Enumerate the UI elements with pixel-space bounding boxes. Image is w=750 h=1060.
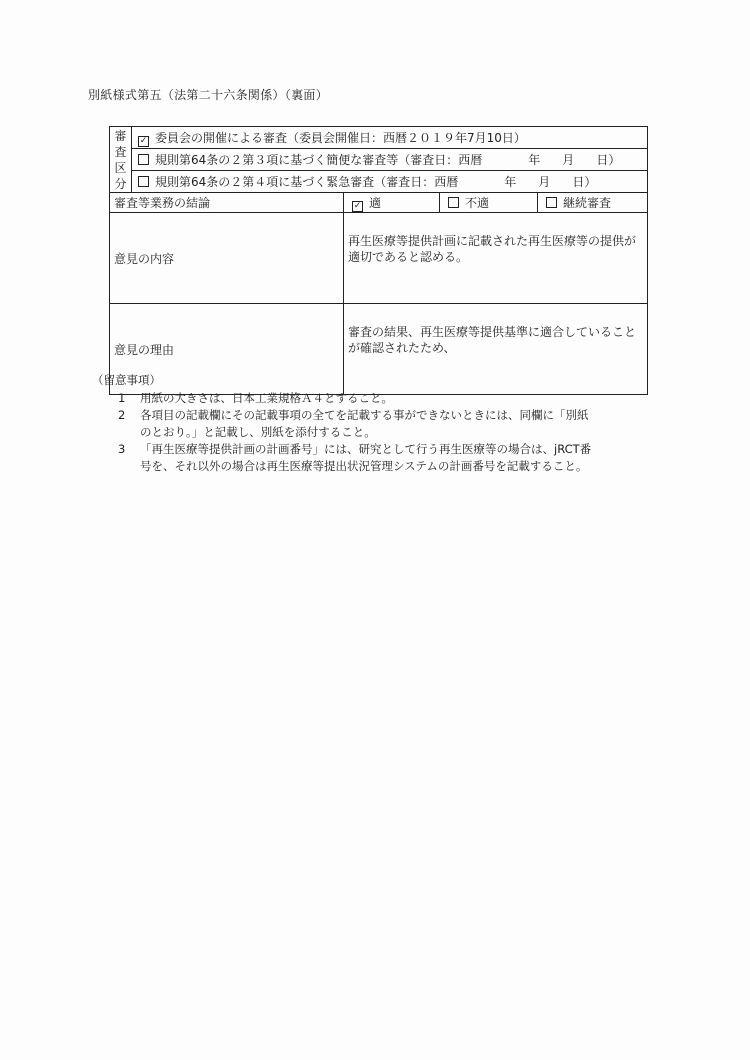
form-title: 別紙様式第五（法第二十六条関係）（裏面） xyxy=(88,88,329,102)
reason-text: 審査の結果、再生医療等提供基準に適合していることが確認されたため、 xyxy=(344,304,648,395)
simplified-review-month-label: 月 xyxy=(562,153,575,167)
category-header-char: 審 xyxy=(114,128,127,143)
urgent-review-day-label: 日） xyxy=(572,175,597,189)
note-number: 2 xyxy=(118,408,126,422)
simplified-review-day-label: 日） xyxy=(596,153,621,167)
note-line: のとおり。」と記載し、別紙を添付すること。 xyxy=(140,425,376,439)
notes-section xyxy=(92,372,680,475)
conclusion-option-approved xyxy=(344,193,440,213)
urgent-review-year-label: 年 xyxy=(504,175,517,189)
conclusion-option-rejected xyxy=(440,193,538,213)
simplified-review-checkbox[interactable] xyxy=(138,154,149,165)
opinion-row xyxy=(110,213,648,304)
simplified-review-year-label: 年 xyxy=(528,153,541,167)
continued-review-checkbox[interactable] xyxy=(546,197,557,208)
category-header-char: 分 xyxy=(114,176,127,191)
category-header-char: 区 xyxy=(114,160,127,175)
opinion-label: 意見の内容 xyxy=(110,213,344,304)
note-line: 用紙の大きさは、日本工業規格Ａ４とすること。 xyxy=(140,391,393,405)
simplified-review-label: 規則第64条の２第３項に基づく簡便な審査等（審査日：西暦 xyxy=(155,153,483,167)
rejected-label: 不適 xyxy=(465,196,490,210)
approved-checkbox[interactable]: ✓ xyxy=(353,200,362,211)
review-category-header xyxy=(110,127,132,193)
continued-review-label: 継続審査 xyxy=(563,196,612,210)
urgent-review-label: 規則第64条の２第４項に基づく緊急審査（審査日：西暦 xyxy=(155,175,459,189)
category-option-simplified xyxy=(132,149,648,171)
note-item xyxy=(92,390,680,407)
note-line: 各項目の記載欄にその記載事項の全てを記載する事ができないときには、同欄に「別紙 xyxy=(140,408,589,422)
review-form-table xyxy=(109,126,648,395)
note-line: 号を、それ以外の場合は再生医療等提出状況管理システムの計画番号を記載すること。 xyxy=(140,459,588,473)
conclusion-row xyxy=(110,193,648,213)
opinion-text: 再生医療等提供計画に記載された再生医療等の提供が適切であると認める。 xyxy=(344,213,648,304)
category-header-char: 査 xyxy=(114,144,127,159)
committee-review-checkbox[interactable]: ✓ xyxy=(139,135,148,146)
category-row-committee xyxy=(110,127,648,149)
note-line: 「再生医療等提供計画の計画番号」には、研究として行う再生医療等の場合は、jRCT番 xyxy=(140,442,592,456)
note-number: 1 xyxy=(118,391,126,405)
notes-heading: （留意事項） xyxy=(92,373,161,387)
rejected-checkbox[interactable] xyxy=(448,197,459,208)
urgent-review-month-label: 月 xyxy=(538,175,551,189)
category-row-simplified xyxy=(110,149,648,171)
conclusion-option-continued xyxy=(538,193,648,213)
category-option-committee xyxy=(132,127,648,149)
note-item xyxy=(92,441,680,475)
conclusion-label: 審査等業務の結論 xyxy=(110,193,344,213)
category-row-urgent xyxy=(110,171,648,193)
note-item xyxy=(92,407,680,441)
category-option-urgent xyxy=(132,171,648,193)
reason-label: 意見の理由 xyxy=(110,304,344,395)
committee-review-label: 委員会の開催による審査（委員会開催日：西暦２０１９年7月10日） xyxy=(155,130,526,145)
urgent-review-checkbox[interactable] xyxy=(138,176,149,187)
approved-label: 適 xyxy=(369,195,382,210)
note-number: 3 xyxy=(118,442,126,456)
